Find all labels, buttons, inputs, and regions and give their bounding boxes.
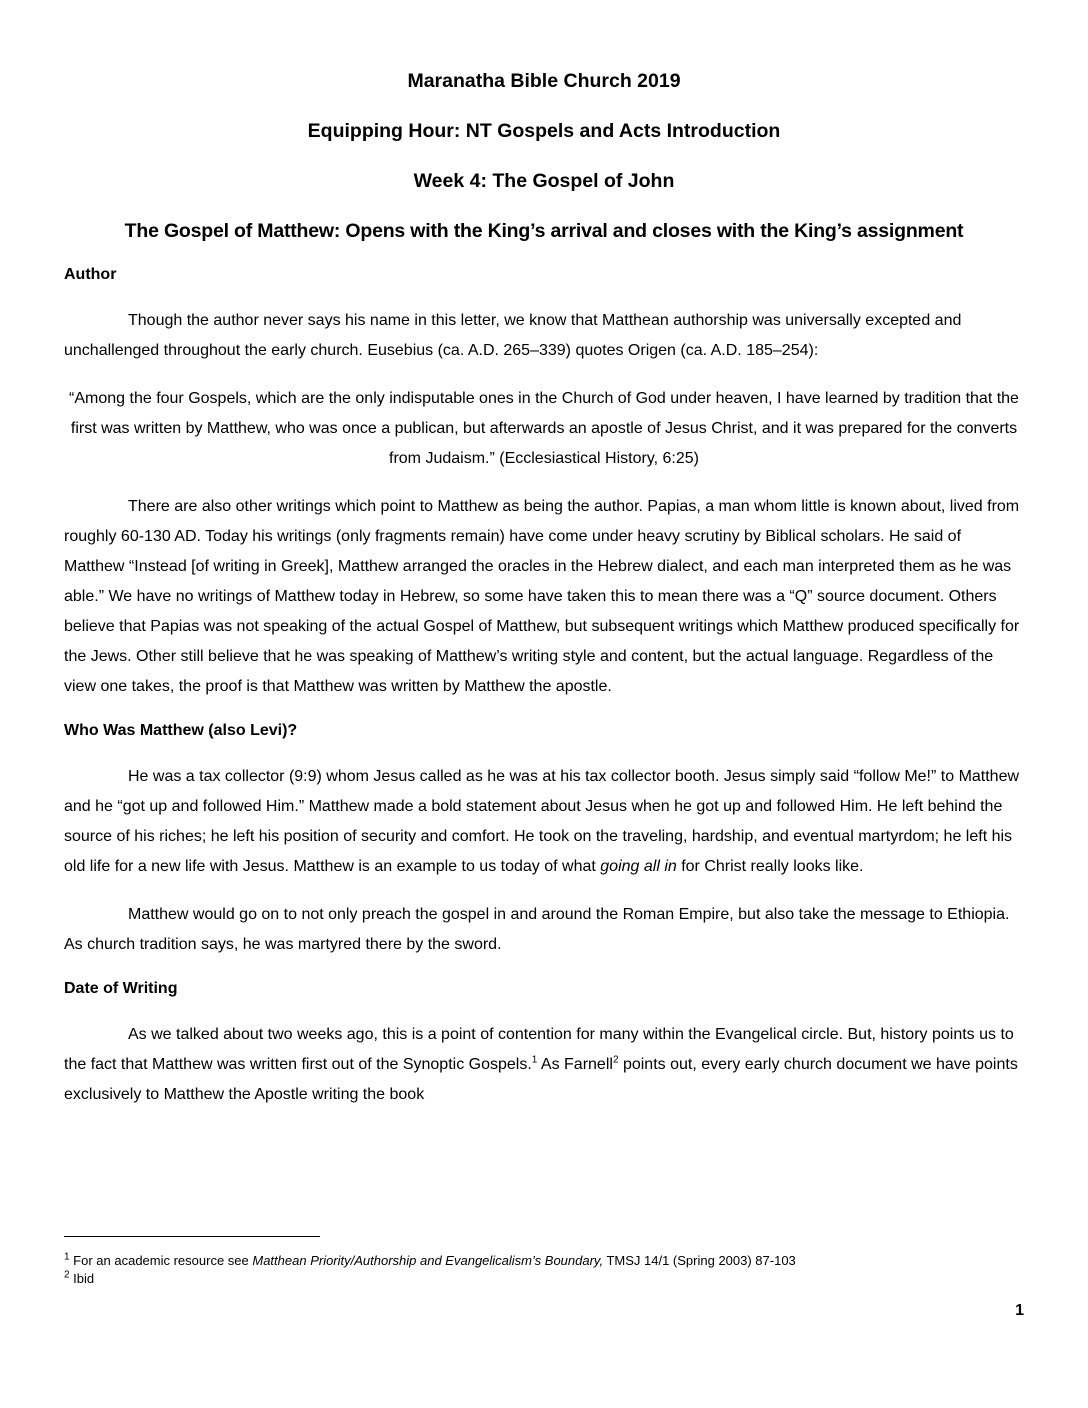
footnote-ref-2: 2 [612,1054,619,1066]
date-paragraph-1 [64,1020,1024,1110]
who-paragraph-1-start: He was a tax collector (9:9) whom Jesus called as he was at his tax collector booth. Jesus simply said “follow Me!” to Matthew and he “got up and followed Him.” Matthew made a bold statement about Jesus when he got up and followed Him. He left behind the source of his riches; he left his position of security and comfort. He took on the traveling, hardship, and eventual martyrdom; he left his old life for a new life with Jesus. Matthew is an example to us today of what [64,768,1020,875]
footnotes [64,1252,1024,1288]
footnote-2 [64,1270,1024,1288]
author-heading: Author [64,266,117,283]
footnote-1 [64,1252,1024,1270]
footnote-1-text-b: TMSJ 14/1 (Spring 2003) 87-103 [603,1253,796,1268]
author-paragraph-2: There are also other writings which point to Matthew as being the author. Papias, a man whom little is known about, lived from roughly 60-130 AD. Today his writings (only fragments remain) have come under heavy scrutiny by Biblical scholars. He said of Matthew “Instead [of writing in Greek], Matthew arranged the oracles in the Hebrew dialect, and each man interpreted them as he was able.” We have no writings of Matthew today in Hebrew, so some have taken this to mean there was a “Q” source document. Others believe that Papias was not speaking of the actual Gospel of Matthew, but subsequent writings which Matthew produced specifically for the Jews. Other still believe that he was speaking of Matthew’s writing style and content, but the actual language. Regardless of the view one takes, the proof is that Matthew was written by Matthew the apostle. [64,498,1020,695]
author-paragraph-1: Though the author never says his name in this letter, we know that Matthean authorship was universally excepted and unchallenged throughout the early church. Eusebius (ca. A.D. 265–339) quotes Origen (ca. A.D. 185–254): [64,312,962,359]
who-paragraph-2: Matthew would go on to not only preach the gospel in and around the Roman Empire, but also take the message to Ethiopia. As church tradition says, he was martyred there by the sword. [64,906,1010,953]
who-paragraph-1-italic: going all in [600,858,677,875]
footnote-2-text: Ibid [69,1271,95,1286]
who-paragraph-1 [64,762,1024,882]
date-paragraph-1-a: As we talked about two weeks ago, this is a point of contention for many within the Evangelical circle. But, history points us to the fact that Matthew was written first out of the Synoptic Gospels. [64,1026,1014,1073]
page-number: 1 [1015,1302,1024,1319]
course-title: Equipping Hour: NT Gospels and Acts Introduction [307,120,781,142]
date-heading: Date of Writing [64,980,178,997]
footnote-2-number: 2 [64,1269,70,1281]
gospel-heading: The Gospel of Matthew: Opens with the King’s arrival and closes with the King’s assignment [124,220,964,242]
who-heading: Who Was Matthew (also Levi)? [64,722,298,739]
date-paragraph-1-b: As Farnell [537,1056,613,1073]
footnote-1-text-a: For an academic resource see [69,1253,253,1268]
footnote-1-italic: Matthean Priority/Authorship and Evangelicalism’s Boundary, [252,1253,604,1268]
footnote-ref-1: 1 [531,1054,538,1066]
origen-quote: “Among the four Gospels, which are the only indisputable ones in the Church of God under heaven, I have learned by tradition that the first was written by Matthew, who was once a publican, but afterwards an apostle of Jesus Christ, and it was prepared for the converts from Judaism.” (Ecclesiastical History, 6:25) [69,390,1019,467]
date-paragraph-1-c: points out, every early church document we have points exclusively to Matthew the Apostle writing the book [64,1056,1018,1103]
who-paragraph-1-end: for Christ really looks like. [676,858,864,875]
footnote-1-number: 1 [64,1251,70,1263]
footnote-divider [64,1236,320,1237]
church-title: Maranatha Bible Church 2019 [407,70,681,92]
week-title: Week 4: The Gospel of John [413,170,675,192]
